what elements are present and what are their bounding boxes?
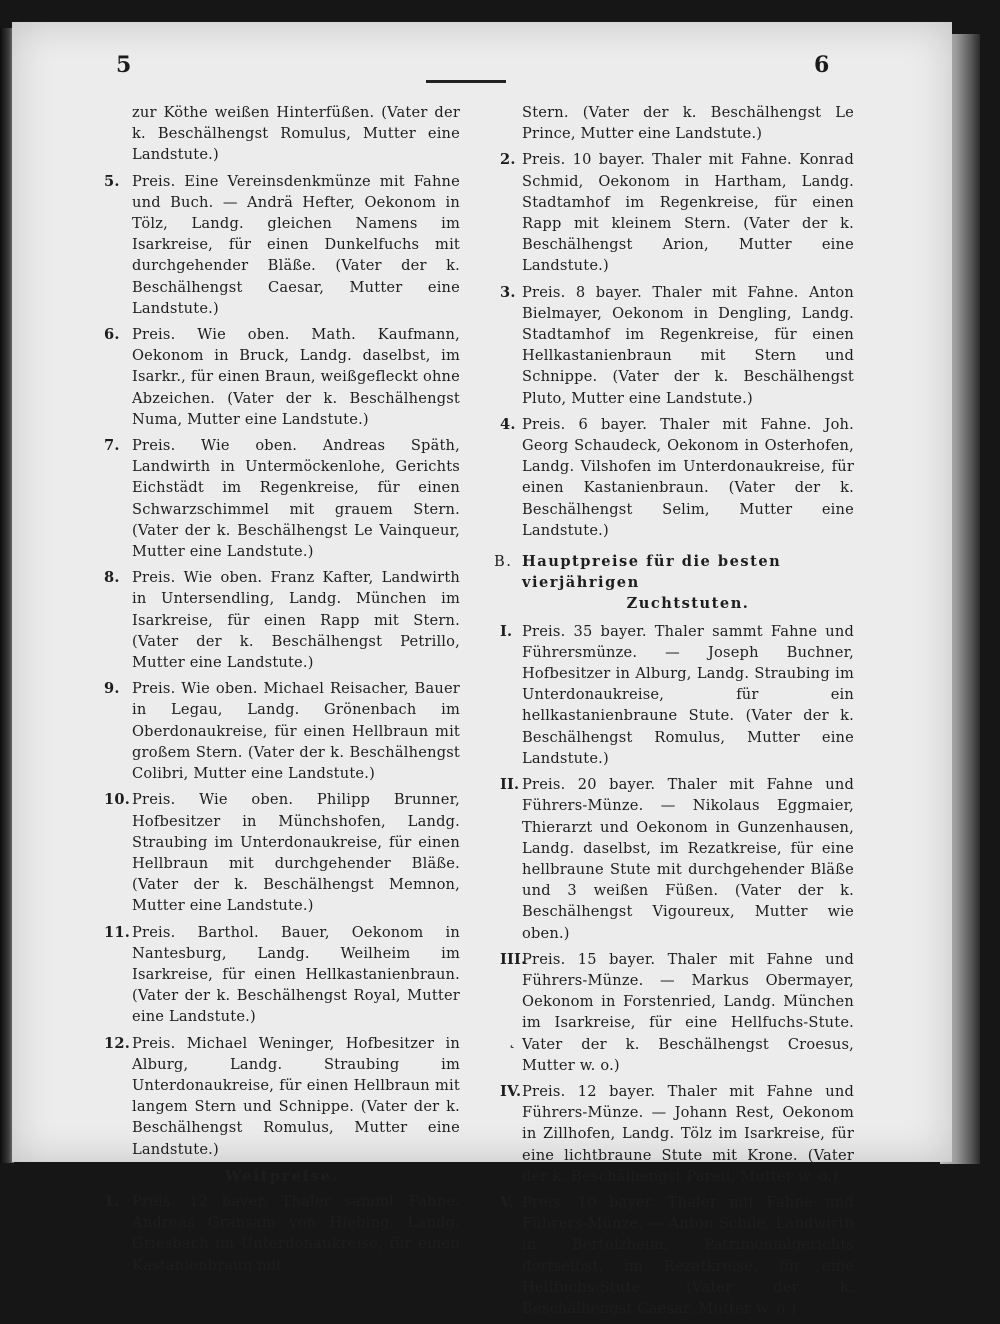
prize-entry xyxy=(494,1081,854,1187)
continued-entry xyxy=(494,102,854,144)
section-title-line2: Zuchtstuten. xyxy=(626,595,750,613)
entry-number: I. xyxy=(500,622,513,640)
entry-number: 3. xyxy=(500,283,516,301)
prize-entry xyxy=(104,567,460,673)
left-page-number: 5 xyxy=(116,52,132,78)
section-heading: Weitpreise. xyxy=(224,1167,340,1185)
entry-text: Stern. (Vater der k. Beschälhengst Le Prince, Mutter eine Landstute.) xyxy=(522,104,854,143)
entry-text: Preis. Barthol. Bauer, Oekonom in Nantesburg, Landg. Weilheim im Isarkreise, für einen Hellkastanienbraun. (Vater der k. Beschälhengst Royal, Mutter eine Landstute.) xyxy=(132,923,460,1026)
entry-text: Preis. 20 bayer. Thaler mit Fahne und Führers-Münze. — Nikolaus Eggmaier, Thierarzt und Oekonom in Gunzenhausen, Landg. daselbst, im Rezatkreise, für eine hellbraune Stute mit durchgehender Bläße und 3 weißen Füßen. (Vater der k. Beschälhengst Vigoureux, Mutter wie oben.) xyxy=(522,776,854,942)
prize-entry xyxy=(494,149,854,276)
entry-text: Preis. Eine Vereinsdenkmünze mit Fahne und Buch. — Andrä Hefter, Oekonom in Tölz, Landg. gleichen Namens im Isarkreise, für einen Dunkelfuchs mit durchgehender Bläße. (Vater der k. Beschälhengst Caesar, Mutter eine Landstute.) xyxy=(132,172,460,317)
prize-entry xyxy=(104,678,460,784)
entry-number: 5. xyxy=(104,172,120,190)
entry-text: Preis. 10 bayer. Thaler mit Fahne und Führers-Münze. — Anton Schile, Landwirth in Bertolzheim, Patrimonialgerichts dortselbst, im Rezatkreise, für eine Hellfuchs-Stute. (Vater der k. Beschälhengst Caesar, Mutter w. o.) xyxy=(522,1193,854,1317)
signature-mark: ˛ xyxy=(508,1030,516,1049)
prize-entry xyxy=(494,949,854,1076)
prize-entry xyxy=(104,171,460,319)
entry-text: Preis. 35 bayer. Thaler sammt Fahne und Führersmünze. — Joseph Buchner, Hofbesitzer in Alburg, Landg. Straubing im Unterdonaukreise, für ein hellkastanienbraune Stute. (Vater der k. Beschälhengst Romulus, Mutter eine Landstute.) xyxy=(522,622,854,767)
entry-text: Preis. 15 bayer. Thaler mit Fahne und Führers-Münze. — Markus Obermayer, Oekonom in Forstenried, Landg. München im Isarkreise, für eine Hellfuchs-Stute. Vater der k. Beschälhengst Croesus, Mutter w. o.) xyxy=(522,950,854,1074)
entry-number: IV. xyxy=(500,1082,522,1100)
section-letter: B. xyxy=(494,553,513,571)
entry-text: Preis. Wie oben. Philipp Brunner, Hofbesitzer in Münchshofen, Landg. Straubing im Unterdonaukreise, für einen Hellbraun mit durchgehender Bläße. (Vater der k. Beschälhengst Memnon, Mutter eine Landstute.) xyxy=(132,791,460,915)
prize-entry xyxy=(104,1191,460,1276)
entry-number: 2. xyxy=(500,151,516,169)
prize-entry xyxy=(494,282,854,409)
entry-number: 9. xyxy=(104,680,120,698)
continued-entry xyxy=(104,102,460,166)
entry-text: Preis. 12 bayer. Thaler sammt Fahne. Andreas Gransam von Hiebing, Landg. Griesbach im Unterdonaukreise, für einen Kastanienbraun mit xyxy=(132,1192,460,1274)
header-rule xyxy=(426,80,506,83)
entry-text: Preis. Wie oben. Franz Kafter, Landwirth in Untersendling, Landg. München im Isarkreise, für einen Rapp mit Stern. (Vater der k. Beschälhengst Petrillo, Mutter eine Landstute.) xyxy=(132,569,460,672)
entry-number: 7. xyxy=(104,437,120,455)
entry-number: 1. xyxy=(104,1192,120,1210)
entry-text: Preis. 6 bayer. Thaler mit Fahne. Joh. Georg Schaudeck, Oekonom in Osterhofen, Landg. Vilshofen im Unterdonaukreise, für einen Kastanienbraun. (Vater der k. Beschälhengst Selim, Mutter eine Landstute.) xyxy=(522,415,854,539)
right-page-number: 6 xyxy=(814,52,830,78)
entry-text: zur Köthe weißen Hinterfüßen. (Vater der k. Beschälhengst Romulus, Mutter eine Landstute.) xyxy=(132,104,460,164)
entry-number: 8. xyxy=(104,569,120,587)
prize-entry xyxy=(494,414,854,541)
prize-entry xyxy=(494,774,854,944)
right-column xyxy=(494,102,854,1324)
entry-text: Preis. Michael Weninger, Hofbesitzer in Alburg, Landg. Straubing im Unterdonaukreise, für einen Hellbraun mit langem Stern und Schnippe. (Vater der k. Beschälhengst Romulus, Mutter eine Landstute.) xyxy=(132,1034,460,1158)
entry-number: 4. xyxy=(500,415,516,433)
entry-number: 11. xyxy=(104,923,130,941)
section-b-heading xyxy=(494,551,854,615)
prize-entry xyxy=(104,789,460,916)
prize-entry xyxy=(104,435,460,562)
entry-number: 10. xyxy=(104,791,130,809)
entry-number: 6. xyxy=(104,326,120,344)
prize-entry xyxy=(104,324,460,430)
entry-number: III. xyxy=(500,950,527,968)
prize-entry xyxy=(104,1033,460,1160)
entry-text: Preis. 12 bayer. Thaler mit Fahne und Führers-Münze. — Johann Rest, Oekonom in Zillhofen, Landg. Tölz im Isarkreise, für eine lichtbraune Stute mit Krone. (Vater der k. Beschälhengst Pareil, Mutter w. o.) xyxy=(522,1082,854,1185)
prize-entry xyxy=(494,1192,854,1319)
prize-entry xyxy=(104,922,460,1028)
entry-text: Preis. Wie oben. Michael Reisacher, Bauer in Legau, Landg. Grönenbach im Oberdonaukreise, für einen Hellbraun mit großem Stern. (Vater der k. Beschälhengst Colibri, Mutter eine Landstute.) xyxy=(132,680,460,783)
entry-number: II. xyxy=(500,776,520,794)
entry-text: Preis. Wie oben. Math. Kaufmann, Oekonom in Bruck, Landg. daselbst, im Isarkr., für einen Braun, weißgefleckt ohne Abzeichen. (Vater der k. Beschälhengst Numa, Mutter eine Landstute.) xyxy=(132,326,460,428)
section-title-line1: Hauptpreise für die besten vierjährigen xyxy=(522,553,782,592)
prize-entry xyxy=(494,621,854,769)
left-column xyxy=(104,102,460,1281)
entry-text: Preis. 8 bayer. Thaler mit Fahne. Anton Bielmayer, Oekonom in Dengling, Landg. Stadtamhof im Regenkreise, für einen Hellkastanienbraun mit Stern und Schnippe. (Vater der k. Beschälhengst Pluto, Mutter eine Landstute.) xyxy=(522,283,854,407)
entry-number: V. xyxy=(500,1193,515,1211)
entry-text: Preis. Wie oben. Andreas Späth, Landwirth in Untermöckenlohe, Gerichts Eichstädt im Regenkreise, für einen Schwarzschimmel mit grauem Stern. (Vater der k. Beschälhengst Le Vainqueur, Mutter eine Landstute.) xyxy=(132,437,460,561)
entry-number: 12. xyxy=(104,1034,130,1052)
entry-text: Preis. 10 bayer. Thaler mit Fahne. Konrad Schmid, Oekonom in Hartham, Landg. Stadtamhof im Regenkreise, für einen Rapp mit kleinem Stern. (Vater der k. Beschälhengst Arion, Mutter eine Landstute.) xyxy=(522,151,854,275)
